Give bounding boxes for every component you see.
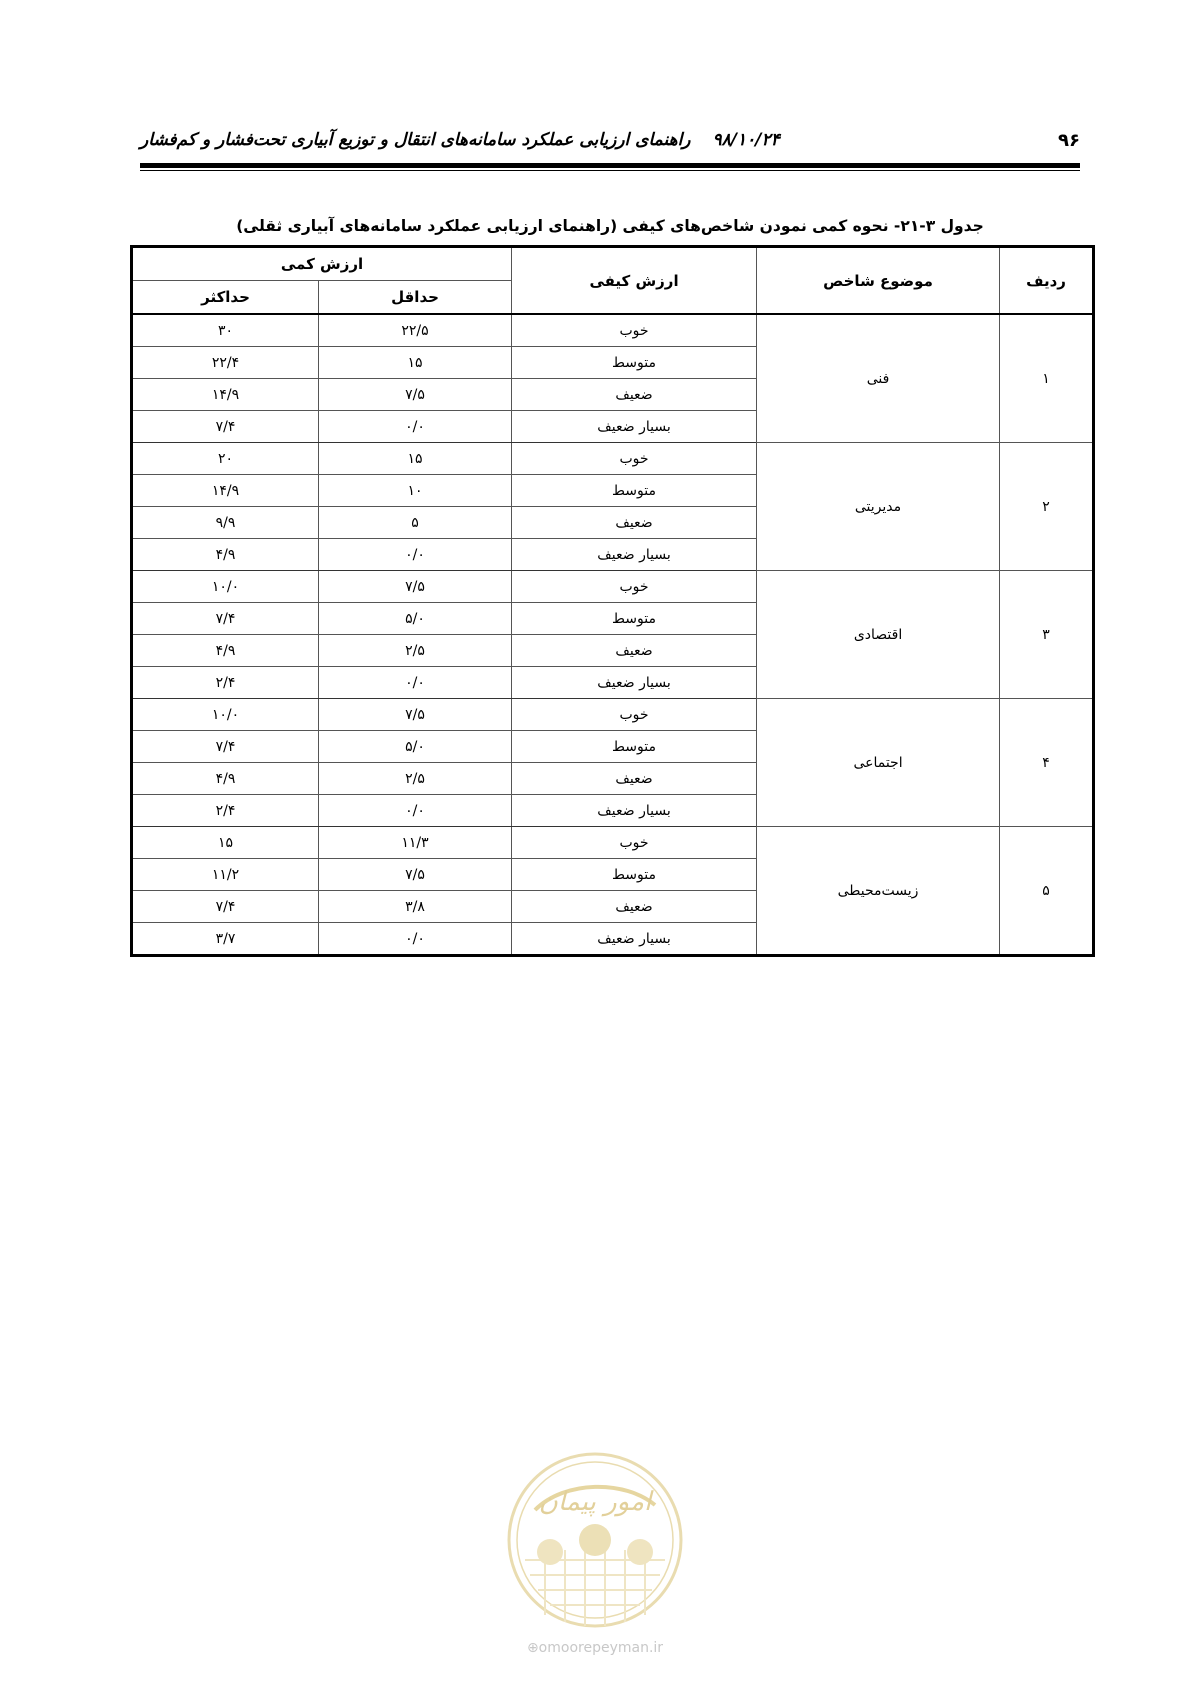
table-body: [132, 314, 1094, 956]
cell-row-no: ۵: [1000, 827, 1094, 956]
header-date: ۹۸/۱۰/۲۴: [712, 130, 780, 150]
table-header-row: [132, 247, 1094, 281]
cell-min: ۰/۰: [319, 411, 512, 443]
cell-quality: متوسط: [512, 347, 757, 379]
cell-min: ۰/۰: [319, 923, 512, 956]
watermark-url: ⊕omoorepeyman.ir: [526, 1640, 664, 1656]
cell-quality: بسیار ضعیف: [512, 411, 757, 443]
cell-min: ۷/۵: [319, 699, 512, 731]
cell-min: ۰/۰: [319, 795, 512, 827]
running-title: [140, 130, 780, 150]
cell-max: ۱۴/۹: [132, 379, 319, 411]
cell-quality: بسیار ضعیف: [512, 539, 757, 571]
header-max: حداکثر: [132, 281, 319, 315]
cell-max: ۱۵: [132, 827, 319, 859]
table-row: [132, 571, 1094, 603]
globe-icon: ⊕: [526, 1640, 539, 1656]
indicator-quantification-table: [130, 245, 1095, 957]
cell-max: ۷/۴: [132, 603, 319, 635]
cell-min: ۲/۵: [319, 635, 512, 667]
cell-row-no: ۱: [1000, 314, 1094, 443]
cell-quality: متوسط: [512, 859, 757, 891]
cell-min: ۲۲/۵: [319, 314, 512, 347]
cell-min: ۱۰: [319, 475, 512, 507]
header-title-text: راهنمای ارزیابی عملکرد سامانه‌های انتقال و توزیع آبیاری تحت‌فشار و کم‌فشار: [140, 130, 691, 150]
cell-quality: خوب: [512, 571, 757, 603]
cell-max: ۱۰/۰: [132, 571, 319, 603]
cell-quality: متوسط: [512, 603, 757, 635]
cell-max: ۴/۹: [132, 539, 319, 571]
cell-quality: ضعیف: [512, 635, 757, 667]
table-row: [132, 314, 1094, 347]
cell-subject: اجتماعی: [757, 699, 1000, 827]
header-rule-thick: [140, 163, 1080, 168]
cell-row-no: ۲: [1000, 443, 1094, 571]
cell-quality: خوب: [512, 699, 757, 731]
watermark-logo-text: امور پیمان: [538, 1487, 652, 1517]
cell-quality: ضعیف: [512, 891, 757, 923]
cell-row-no: ۳: [1000, 571, 1094, 699]
cell-quality: خوب: [512, 827, 757, 859]
cell-min: ۱۵: [319, 443, 512, 475]
watermark-seal: [505, 1450, 685, 1630]
cell-max: ۲۰: [132, 443, 319, 475]
table-row: [132, 699, 1094, 731]
cell-max: ۱۰/۰: [132, 699, 319, 731]
cell-row-no: ۴: [1000, 699, 1094, 827]
cell-quality: متوسط: [512, 731, 757, 763]
cell-max: ۲/۴: [132, 667, 319, 699]
table-row: [132, 443, 1094, 475]
cell-max: ۳/۷: [132, 923, 319, 956]
cell-quality: متوسط: [512, 475, 757, 507]
cell-quality: بسیار ضعیف: [512, 667, 757, 699]
header-quantitative: ارزش کمی: [132, 247, 512, 281]
cell-subject: مدیریتی: [757, 443, 1000, 571]
header-rule-thin: [140, 170, 1080, 171]
cell-min: ۵/۰: [319, 603, 512, 635]
cell-max: ۲/۴: [132, 795, 319, 827]
cell-quality: ضعیف: [512, 507, 757, 539]
cell-max: ۱۴/۹: [132, 475, 319, 507]
cell-max: ۷/۴: [132, 731, 319, 763]
cell-min: ۲/۵: [319, 763, 512, 795]
cell-max: ۴/۹: [132, 763, 319, 795]
cell-min: ۰/۰: [319, 539, 512, 571]
header-subject: موضوع شاخص: [757, 247, 1000, 315]
cell-max: ۷/۴: [132, 891, 319, 923]
cell-min: ۰/۰: [319, 667, 512, 699]
header-qualitative: ارزش کیفی: [512, 247, 757, 315]
cell-subject: زیست‌محیطی: [757, 827, 1000, 956]
cell-min: ۷/۵: [319, 379, 512, 411]
cell-quality: بسیار ضعیف: [512, 795, 757, 827]
page-header: [140, 128, 1080, 154]
page-number: ۹۶: [1058, 130, 1080, 151]
cell-min: ۱۵: [319, 347, 512, 379]
cell-min: ۳/۸: [319, 891, 512, 923]
header-min: حداقل: [319, 281, 512, 315]
cell-quality: خوب: [512, 443, 757, 475]
cell-max: ۹/۹: [132, 507, 319, 539]
cell-quality: ضعیف: [512, 763, 757, 795]
cell-min: ۱۱/۳: [319, 827, 512, 859]
cell-min: ۷/۵: [319, 859, 512, 891]
cell-subject: فنی: [757, 314, 1000, 443]
cell-max: ۲۲/۴: [132, 347, 319, 379]
cell-min: ۵: [319, 507, 512, 539]
cell-max: ۴/۹: [132, 635, 319, 667]
cell-min: ۷/۵: [319, 571, 512, 603]
cell-quality: خوب: [512, 314, 757, 347]
header-row-no: ردیف: [1000, 247, 1094, 315]
cell-quality: ضعیف: [512, 379, 757, 411]
table-caption: جدول ۳-۲۱- نحوه کمی نمودن شاخص‌های کیفی (راهنمای ارزیابی عملکرد سامانه‌های آبیاری ثقلی): [236, 217, 984, 235]
cell-min: ۵/۰: [319, 731, 512, 763]
cell-quality: بسیار ضعیف: [512, 923, 757, 956]
cell-max: ۳۰: [132, 314, 319, 347]
cell-subject: اقتصادی: [757, 571, 1000, 699]
table-row: [132, 827, 1094, 859]
cell-max: ۷/۴: [132, 411, 319, 443]
cell-max: ۱۱/۲: [132, 859, 319, 891]
